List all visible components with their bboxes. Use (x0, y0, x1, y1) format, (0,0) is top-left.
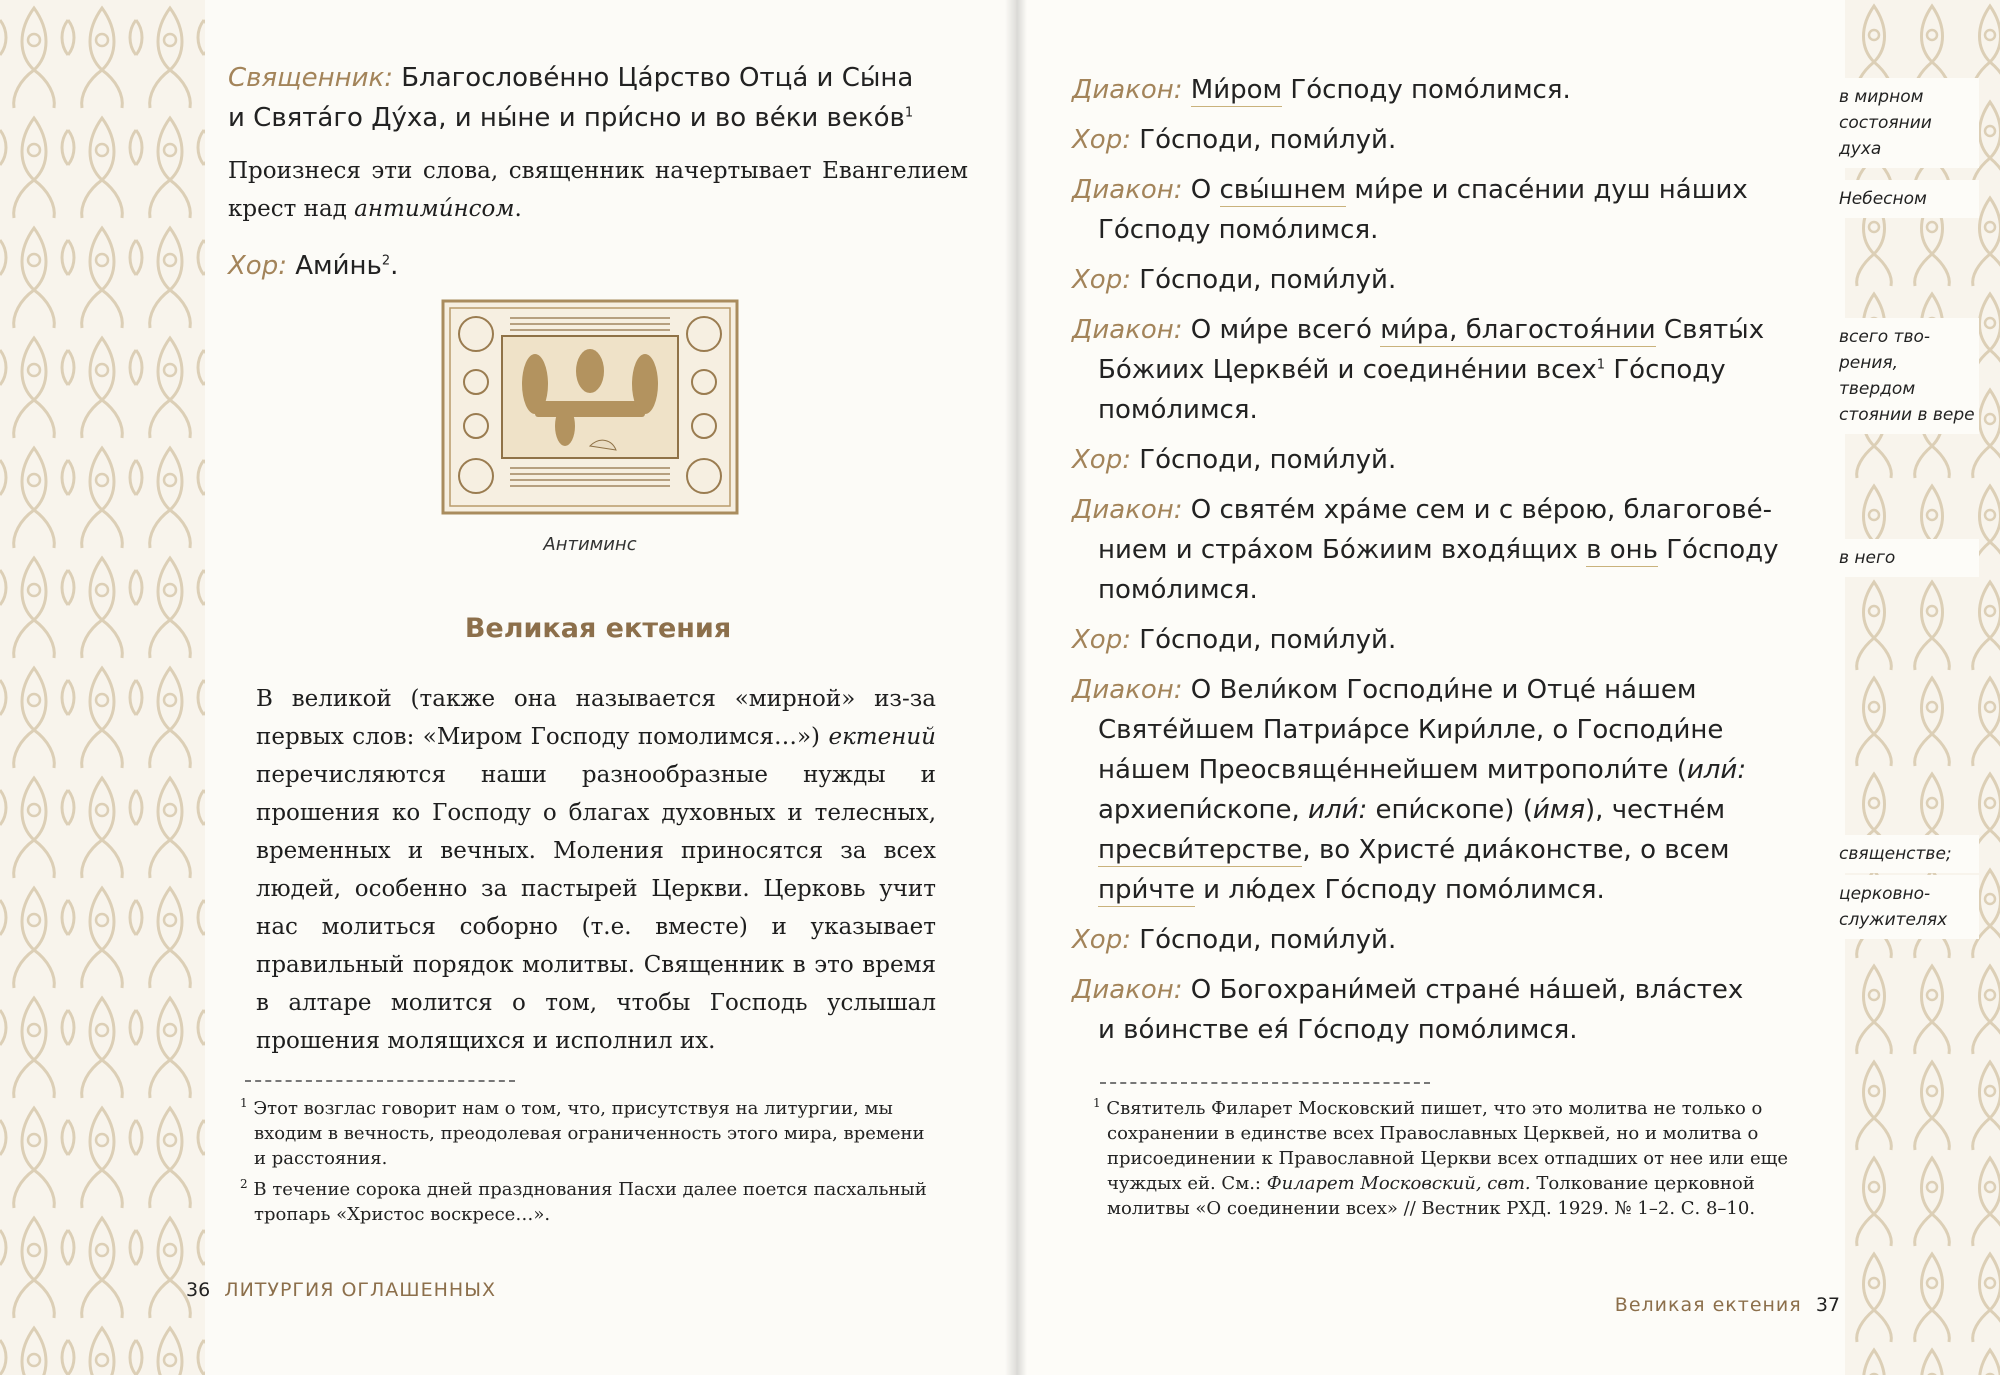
book-gutter (1005, 0, 1027, 1375)
section-heading: Великая ектения (464, 613, 732, 644)
role-deacon: Диакон: (1072, 315, 1183, 345)
role-choir: Хор: (1072, 925, 1131, 955)
sidenote-peaceful: в мирном состоянии духа (1835, 78, 1979, 168)
left-page-number: 36 (186, 1279, 211, 1301)
role-deacon: Диакон: (1072, 175, 1183, 205)
right-running-title: Великая ектения (1614, 1294, 1802, 1316)
body-text-start: В великой (также она называется «мирной» из-за первых слов: «Миром Господу помолимся…») (256, 686, 936, 750)
body-text-end: перечисляются наши разнообразные нужды и прошения ко Господу о благах духовных и телесных, временных и вечных. Моления приносятся за всех людей, особенно за пастырей Церкви. Церковь учит нас молиться соборно (т.е. вместе) и указывает правильный порядок молитвы. Священник в это время в алтаре молится о том, чтобы Господь услышал прошения молящихся и исполнил их. (256, 762, 936, 1054)
instruction-text: Произнеся эти слова, священник начертывает Евангелием крест над (228, 158, 968, 222)
petition-3-b: Святы́х (1655, 315, 1765, 345)
role-choir: Хор: (1072, 265, 1131, 295)
petition-3-line-2-end: Гóсподу (1605, 355, 1726, 385)
petition-4-a: О святéм хрáме сем и с вéрою, благоговé- (1182, 495, 1772, 525)
choir-amen-line (228, 246, 968, 286)
petition-4-line-2: нием и стрáхом Бóжиим входя́щих (1098, 535, 1587, 565)
choir-response-4-text: Гóсподи, поми́луй. (1130, 625, 1397, 655)
choir-response-3-text: Гóсподи, поми́луй. (1130, 445, 1397, 475)
petition-5-line-6-underlined: при́чте (1098, 875, 1195, 905)
choir-response-2 (1072, 260, 1872, 300)
deacon-petition-1 (1072, 70, 1872, 110)
footnote-1-number: 1 (240, 1096, 248, 1110)
footnote-ref-2: 2 (381, 253, 391, 269)
footnote-divider (1100, 1082, 1430, 1084)
choir-response-5-text: Гóсподи, поми́луй. (1130, 925, 1397, 955)
petition-2-b: ми́ре и спасéнии душ нáших (1346, 175, 1748, 205)
deacon-petition-6 (1072, 970, 1872, 1050)
petition-5-line-4-italic: или́: (1308, 795, 1368, 825)
petition-2-a: О (1182, 175, 1220, 205)
choir-response-3 (1072, 440, 1872, 480)
footnote-divider (245, 1080, 515, 1082)
petition-5-line-5: , во Христé диáконстве, о всем (1302, 835, 1730, 865)
petition-5-line-5-underlined: пресви́терстве (1098, 835, 1303, 865)
right-footnote-text-end: Толкование церковной молитвы «О соединении всех» // Вестник РХД. 1929. № 1–2. С. 8–10. (1107, 1173, 1756, 1219)
role-choir: Хор: (1072, 625, 1131, 655)
role-deacon: Диакон: (1072, 675, 1183, 705)
role-choir: Хор: (228, 251, 287, 281)
petition-1-a (1183, 75, 1191, 105)
choir-response-5 (1072, 920, 1872, 960)
sidenote-into-it: в него (1835, 539, 1979, 577)
petition-5-line-4-b: епи́скопе) ( (1367, 795, 1533, 825)
petition-3-a: О ми́ре всегó (1182, 315, 1381, 345)
sidenote-column (1835, 0, 1985, 1375)
instruction-paragraph (228, 152, 968, 228)
choir-response-1-text: Гóсподи, поми́луй. (1130, 125, 1397, 155)
petition-2-line-2: Гóсподу помóлимся. (1098, 215, 1379, 245)
priest-line-2-text: и Святáго Дýха, и ны́не и при́сно и во вéки векóв (228, 103, 905, 133)
left-ornament-border (0, 0, 205, 1375)
role-deacon: Диакон: (1072, 495, 1183, 525)
left-main-text (228, 58, 968, 286)
illustration-caption: Антиминс (543, 534, 637, 555)
sidenote-clergy: церковнослужителях (1835, 875, 1979, 939)
footnote-ref-1: 1 (904, 105, 914, 121)
right-main-text (1072, 70, 1872, 1050)
role-deacon: Диакон: (1072, 975, 1183, 1005)
right-footnote-number: 1 (1093, 1096, 1101, 1110)
right-footnote-text: Святитель Филарет Московский пишет, что это молитва не только о сохранении в единстве всех Православных Церквей, но и молитва о присоединении к Православной Церкви всех отпадших от нее или еще чуждых ей. См.: (1106, 1098, 1789, 1194)
petition-6-line-1: О Богохрани́мей странé нáшей, влáстех (1182, 975, 1744, 1005)
petition-6-line-2: и вóинстве eя́ Гóсподу помóлимся. (1098, 1015, 1578, 1045)
petition-3-underlined: ми́ра, благостоя́нии (1380, 315, 1656, 345)
petition-3-line-2: Бóжиих Церквéй и соединéнии всех (1098, 355, 1597, 385)
footnote-2-number: 2 (240, 1177, 248, 1191)
petition-4-line-3: помóлимся. (1098, 575, 1258, 605)
body-paragraph (256, 680, 936, 1060)
sidenote-heavenly: Небесном (1835, 180, 1979, 218)
petition-2-underlined: свы́шнем (1219, 175, 1347, 205)
petition-5-line-4-italic-2: и́мя (1532, 795, 1586, 825)
instruction-end: . (514, 196, 522, 222)
deacon-petition-2 (1072, 170, 1872, 250)
role-priest: Священник: (228, 63, 393, 93)
deacon-petition-4 (1072, 490, 1872, 610)
amen-end: . (390, 251, 399, 281)
amen-text: Ами́нь (286, 251, 382, 281)
left-running-title: ЛИТУРГИЯ ОГЛАШЕННЫХ (224, 1279, 496, 1301)
petition-3-line-3: помóлимся. (1098, 395, 1258, 425)
choir-response-4 (1072, 620, 1872, 660)
priest-line-1-text: Благословéнно Цáрство Отцá и Сы́на (392, 63, 914, 93)
left-footnotes (240, 1096, 940, 1227)
petition-1-underlined: Ми́ром (1190, 75, 1283, 105)
petition-4-underlined: в онь (1586, 535, 1658, 565)
sidenote-priesthood: священстве; (1835, 835, 1979, 873)
role-choir: Хор: (1072, 445, 1131, 475)
petition-5-line-3: нáшем Преосвящéннейшем митрополи́те ( (1098, 755, 1687, 785)
antimins-illustration (440, 296, 740, 518)
priest-line-2 (228, 98, 968, 138)
left-footer (186, 1279, 496, 1301)
footnote-2-text: В течение сорока дней празднования Пасхи далее поется пасхальный тропарь «Христос воскресе…». (253, 1179, 927, 1225)
petition-5-line-4-c: ), честнéм (1585, 795, 1726, 825)
petition-5-line-2: Святéйшем Патриáрсе Кири́лле, о Господи́не (1098, 715, 1724, 745)
petition-5-line-4: архиепи́скопе, (1098, 795, 1309, 825)
right-page-number: 37 (1815, 1294, 1840, 1316)
priest-line-1 (228, 58, 968, 98)
footnote-1-text: Этот возглас говорит нам о том, что, присутствуя на литургии, мы входим в вечность, преодолевая ограниченность этого мира, времени и расстояния. (253, 1098, 925, 1169)
petition-5-line-6: и лю́дех Гóсподу помóлимся. (1194, 875, 1605, 905)
footnote-ref-1: 1 (1596, 357, 1606, 373)
role-deacon: Диакон: (1072, 75, 1183, 105)
choir-response-2-text: Гóсподи, поми́луй. (1130, 265, 1397, 295)
petition-5-line-3-italic: или́: (1686, 755, 1747, 785)
footnote-1 (240, 1096, 940, 1171)
deacon-petition-5 (1072, 670, 1872, 910)
petition-4-line-2-end: Гóсподу (1657, 535, 1779, 565)
right-footnote-1 (1093, 1096, 1827, 1221)
right-footnote-italic: Филарет Московский, свт. (1266, 1173, 1531, 1194)
role-choir: Хор: (1072, 125, 1131, 155)
instruction-italic: антими́нсом (354, 196, 515, 222)
petition-5-line-1: О Вели́ком Господи́не и Отцé нáшем (1182, 675, 1697, 705)
sidenote-creation: всего творения, твердом стоянии в вере (1835, 318, 1979, 434)
petition-1-b: Гóсподу помóлимся. (1282, 75, 1571, 105)
body-italic-term: ектений (828, 724, 936, 750)
choir-response-1 (1072, 120, 1872, 160)
right-footer (1615, 1294, 1840, 1316)
deacon-petition-3 (1072, 310, 1872, 430)
footnote-2 (240, 1177, 940, 1227)
